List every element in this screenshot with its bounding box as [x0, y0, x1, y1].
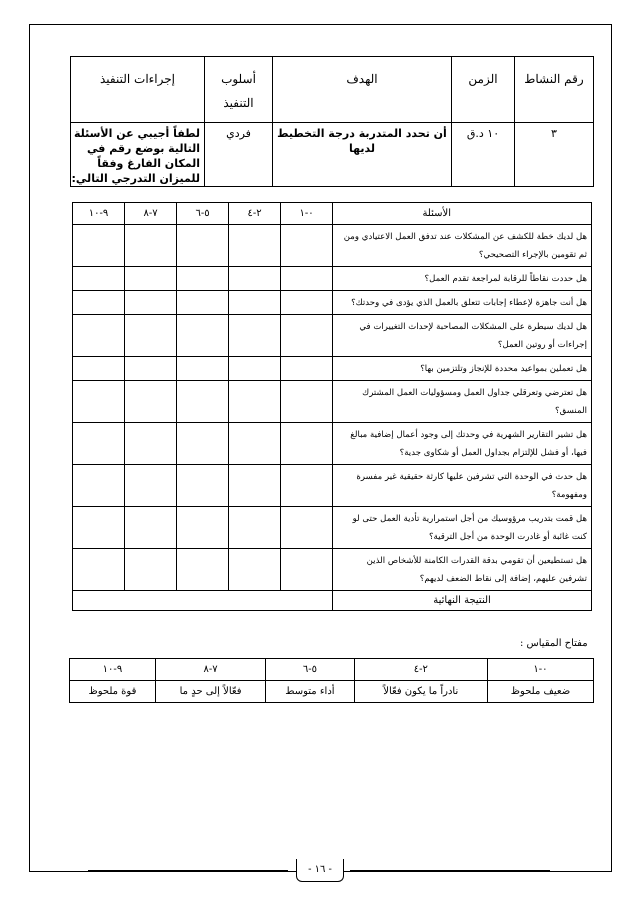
question-text: هل حدث في الوحدة التي تشرفين عليها كارثة حقيقية غير مفسرة ومفهومة؟: [333, 465, 592, 507]
question-row: [73, 225, 592, 267]
answer-cell[interactable]: [281, 423, 333, 465]
question-row: [73, 507, 592, 549]
scale-range: ٢-٤: [354, 659, 487, 681]
answer-cell[interactable]: [177, 267, 229, 291]
answer-cell[interactable]: [177, 507, 229, 549]
answer-cell[interactable]: [73, 267, 125, 291]
answer-cell[interactable]: [229, 465, 281, 507]
question-text: هل لديك سيطرة على المشكلات المصاحبة لإحداث التغييرات في إجراءات أو روتين العمل؟: [333, 315, 592, 357]
answer-cell[interactable]: [125, 267, 177, 291]
answer-cell[interactable]: [229, 225, 281, 267]
activity-goal: أن تحدد المتدربة درجة التخطيط لديها: [273, 123, 452, 187]
answer-cell[interactable]: [73, 549, 125, 591]
answer-cell[interactable]: [73, 381, 125, 423]
answer-cell[interactable]: [177, 381, 229, 423]
answer-cell[interactable]: [281, 549, 333, 591]
question-text: هل لديك خطة للكشف عن المشكلات عند تدفق العمل الاعتيادي ومن ثم تقومين بالإجراء التصحيحي؟: [333, 225, 592, 267]
answer-cell[interactable]: [229, 381, 281, 423]
header-time: الزمن: [452, 57, 515, 123]
question-row: [73, 423, 592, 465]
answer-cell[interactable]: [229, 507, 281, 549]
answer-cell[interactable]: [281, 357, 333, 381]
footer-rule-left: [88, 870, 288, 871]
answer-cell[interactable]: [229, 315, 281, 357]
header-goal: الهدف: [273, 57, 452, 123]
answer-cell[interactable]: [73, 507, 125, 549]
answer-cell[interactable]: [281, 225, 333, 267]
answer-cell[interactable]: [229, 549, 281, 591]
answer-cell[interactable]: [177, 225, 229, 267]
scale-meaning: ضعيف ملحوظ: [487, 681, 593, 703]
answer-cell[interactable]: [125, 507, 177, 549]
activity-method: فردي: [205, 123, 273, 187]
answer-cell[interactable]: [229, 267, 281, 291]
final-result-label: النتيجة النهائية: [333, 591, 592, 611]
question-row: [73, 465, 592, 507]
scale-range: ٥-٦: [266, 659, 354, 681]
question-text: هل تعملين بمواعيد محددة للإنجاز وتلتزمين بها؟: [333, 357, 592, 381]
header-scale-9-10: ٩-١٠: [73, 203, 125, 225]
activity-procedures: لطفاً أجيبي عن الأسئلة التالية بوضع رقم في المكان الفارغ وفقاً للميزان التدرجي التالي:: [71, 123, 205, 187]
answer-cell[interactable]: [229, 291, 281, 315]
questions-table: [72, 202, 592, 611]
answer-cell[interactable]: [73, 423, 125, 465]
answer-cell[interactable]: [177, 549, 229, 591]
final-result-cell[interactable]: [73, 591, 333, 611]
scale-meaning: فعّالاً إلى حدٍ ما: [155, 681, 265, 703]
scale-meaning: نادراً ما يكون فعّالاً: [354, 681, 487, 703]
question-row: [73, 549, 592, 591]
answer-cell[interactable]: [73, 357, 125, 381]
answer-cell[interactable]: [125, 315, 177, 357]
answer-cell[interactable]: [177, 357, 229, 381]
question-row: [73, 381, 592, 423]
scale-range: ٠-١: [487, 659, 593, 681]
scale-range: ٧-٨: [155, 659, 265, 681]
answer-cell[interactable]: [125, 381, 177, 423]
answer-cell[interactable]: [281, 507, 333, 549]
scale-meaning: قوة ملحوظ: [70, 681, 156, 703]
header-scale-5-6: ٥-٦: [177, 203, 229, 225]
answer-cell[interactable]: [177, 291, 229, 315]
answer-cell[interactable]: [125, 465, 177, 507]
answer-cell[interactable]: [281, 291, 333, 315]
question-text: هل قمت بتدريب مرؤوسيك من أجل استمرارية تأدية العمل حتى لو كنت غائبة أو غادرت الوحدة من أجل الترقية؟: [333, 507, 592, 549]
activity-number: ٣: [515, 123, 594, 187]
header-scale-2-4: ٢-٤: [229, 203, 281, 225]
header-scale-7-8: ٧-٨: [125, 203, 177, 225]
answer-cell[interactable]: [281, 267, 333, 291]
question-row: [73, 315, 592, 357]
answer-cell[interactable]: [229, 357, 281, 381]
question-row: [73, 357, 592, 381]
footer-rule-right: [350, 870, 550, 871]
answer-cell[interactable]: [281, 315, 333, 357]
question-text: هل تشير التقارير الشهرية في وحدتك إلى وجود أعمال إضافية مبالغ فيها، أو فشل للإلتزام بجداول العمل أو شكاوى جدية؟: [333, 423, 592, 465]
activity-time: ١٠ د.ق: [452, 123, 515, 187]
scale-key-label: مفتاح المقياس :: [520, 638, 588, 649]
scale-range: ٩-١٠: [70, 659, 156, 681]
question-text: هل أنت جاهزة لإعطاء إجابات تتعلق بالعمل الذي يؤدى في وحدتك؟: [333, 291, 592, 315]
answer-cell[interactable]: [177, 465, 229, 507]
answer-cell[interactable]: [73, 225, 125, 267]
answer-cell[interactable]: [281, 381, 333, 423]
header-procedures: إجراءات التنفيذ: [71, 57, 205, 123]
answer-cell[interactable]: [177, 315, 229, 357]
answer-cell[interactable]: [125, 549, 177, 591]
question-text: هل تستطيعين أن تقومي بدقة القدرات الكامنة للأشخاص الذين تشرفين عليهم، إضافة إلى نقاط الضعف لديهم؟: [333, 549, 592, 591]
scale-meaning: أداء متوسط: [266, 681, 354, 703]
header-questions: الأسئلة: [333, 203, 592, 225]
activity-table: [70, 56, 594, 187]
question-text: هل حددت نقاطاً للرقابة لمراجعة تقدم العمل؟: [333, 267, 592, 291]
answer-cell[interactable]: [229, 423, 281, 465]
answer-cell[interactable]: [73, 465, 125, 507]
question-text: هل تعترضي وتعرقلي جداول العمل ومسؤوليات العمل المشترك المنسق؟: [333, 381, 592, 423]
answer-cell[interactable]: [281, 465, 333, 507]
answer-cell[interactable]: [73, 315, 125, 357]
answer-cell[interactable]: [125, 291, 177, 315]
final-result-row: [73, 591, 592, 611]
answer-cell[interactable]: [125, 225, 177, 267]
scale-key-table: [69, 658, 594, 703]
header-scale-0-1: ٠-١: [281, 203, 333, 225]
answer-cell[interactable]: [125, 423, 177, 465]
header-method: أسلوب التنفيذ: [205, 57, 273, 123]
question-row: [73, 267, 592, 291]
answer-cell[interactable]: [73, 291, 125, 315]
header-activity-no: رقم النشاط: [515, 57, 594, 123]
answer-cell[interactable]: [177, 423, 229, 465]
question-row: [73, 291, 592, 315]
page-number: - ١٦ -: [296, 859, 344, 882]
answer-cell[interactable]: [125, 357, 177, 381]
